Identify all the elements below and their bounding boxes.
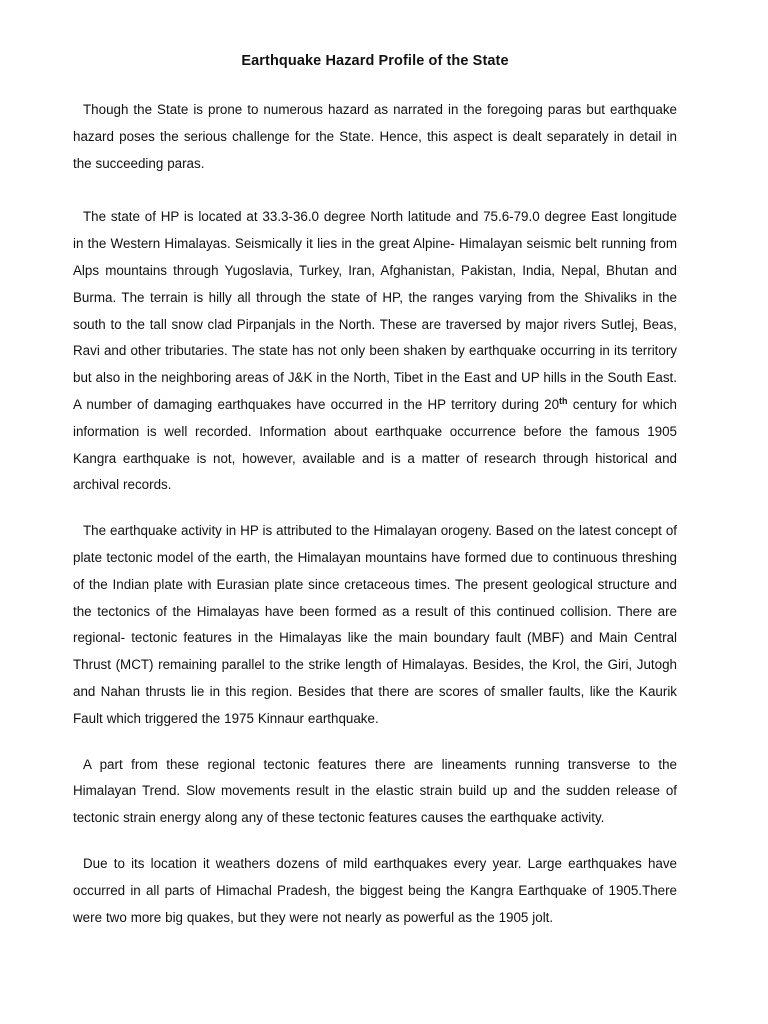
superscript-th: th [559,395,568,406]
paragraph-intro: Though the State is prone to numerous hazard as narrated in the foregoing paras but earthquake hazard poses the serious challenge for the State. Hence, this aspect is dealt separately in detail in the succeeding paras. [73,102,677,171]
paragraph-location [73,204,677,499]
document-page [73,50,677,950]
paragraph-history: Due to its location it weathers dozens of mild earthquakes every year. Large earthquakes have occurred in all parts of Himachal Pradesh, the biggest being the Kangra Earthquake of 1905.There were two more big quakes, but they were not nearly as powerful as the 1905 jolt. [73,855,677,925]
paragraph-location-text-a: The state of HP is located at 33.3-36.0 degree North latitude and 75.6-79.0 degree East longitude in the Western Himalayas. Seismically it lies in the great Alpine- Himalayan seismic belt running from Alps mountains through Yugoslavia, Turkey, Iran, Afghanistan, Pakistan, India, Nepal, Bhutan and Burma. The terrain is hilly all through the state of HP, the ranges varying from the Shivaliks in the south to the tall snow clad Pirpanjals in the North. These are traversed by major rivers Sutlej, Beas, Ravi and other tributaries. The state has not only been shaken by earthquake occurring in its territory but also in the neighboring areas of J&K in the North, Tibet in the East and UP hills in the South East. A number of damaging earthquakes have occurred in the HP territory during 20 [73,209,677,412]
paragraph-tectonics: The earthquake activity in HP is attributed to the Himalayan orogeny. Based on the latest concept of plate tectonic model of the earth, the Himalayan mountains have formed due to continuous threshing of the Indian plate with Eurasian plate since cretaceous times. The present geological structure and the tectonics of the Himalayas have been formed as a result of this continued collision. There are regional- tectonic features in the Himalayas like the main boundary fault (MBF) and Main Central Thrust (MCT) remaining parallel to the strike length of Himalayas. Besides, the Krol, the Giri, Jutogh and Nahan thrusts lie in this region. Besides that there are scores of smaller faults, like the Kaurik Fault which triggered the 1975 Kinnaur earthquake. [73,523,677,726]
paragraph-lineaments: A part from these regional tectonic features there are lineaments running transverse to the Himalayan Trend. Slow movements result in the elastic strain build up and the sudden release of tectonic strain energy along any of these tectonic features causes the earthquake activity. [73,756,677,826]
paragraph-location-text-b: century for which information is well recorded. Information about earthquake occurrence before the famous 1905 Kangra earthquake is not, however, available and is a matter of research through historical and archival records. [73,396,677,493]
document-title: Earthquake Hazard Profile of the State [241,53,509,69]
